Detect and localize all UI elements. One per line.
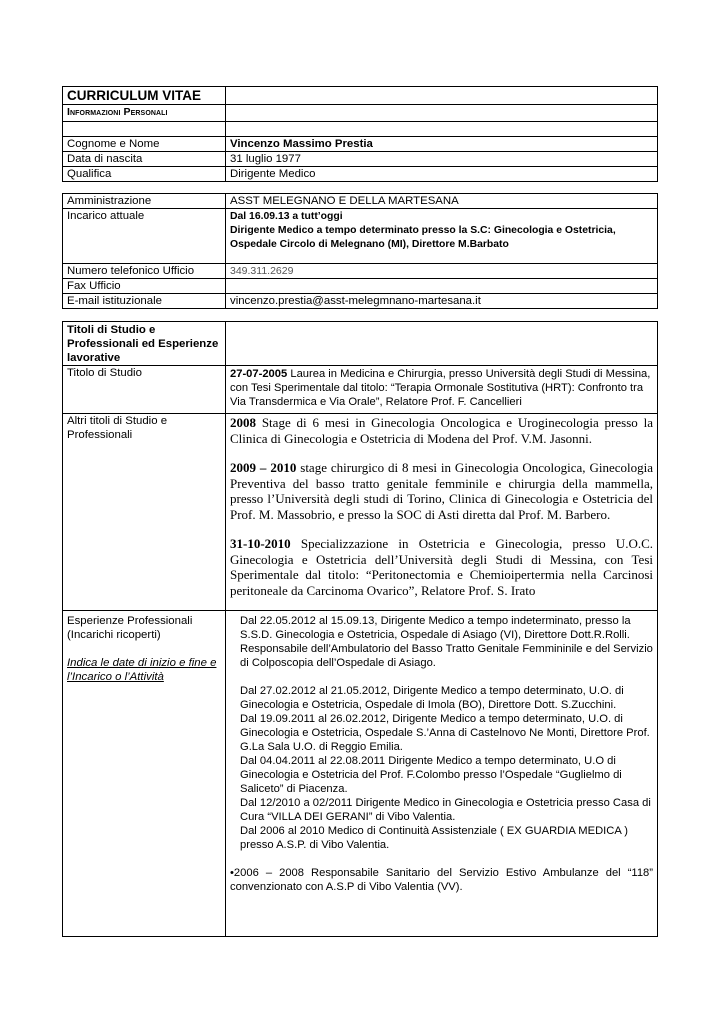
- current-role-label: Incarico attuale: [63, 209, 226, 264]
- email-label: E-mail istituzionale: [63, 294, 226, 309]
- phone-value: 349.311.2629: [226, 264, 658, 279]
- email-value: vincenzo.prestia@asst-melegmnano-martesana.it: [226, 294, 658, 309]
- fax-label: Fax Ufficio: [63, 279, 226, 294]
- experience-label-cell: [63, 611, 226, 937]
- section-personal-info: Informazioni Personali: [63, 105, 226, 122]
- other-title-item: 31-10-2010 Specializzazione in Ostetricia e Ginecologia, presso U.O.C. Ginecologia e Ostetricia dell’Università degli Studi di Messina, con Tesi Sperimentale dal titolo: “Peritonectomia e Chemioipertermia nella Carcinosi peritoneale da Carcinoma Ovarico”, Relatore Prof. S. Irato: [230, 536, 653, 598]
- section-education-title: Titoli di Studio e Professionali ed Esperienze lavorative: [63, 322, 226, 366]
- cv-title-empty: [226, 87, 658, 105]
- degree-text: Laurea in Medicina e Chirurgia, presso Università degli Studi di Messina, con Tesi Sperimentale dal titolo: “Terapia Ormonale Sostitutiva (HRT): Confronto tra Via Transdermica e Via Orale”, Relatore Prof. F. Cancellieri: [230, 368, 651, 408]
- administration-value: ASST MELEGNANO E DELLA MARTESANA: [226, 194, 658, 209]
- experience-note: Indica le date di inizio e fine e l’Incarico o l’Attività: [67, 657, 217, 683]
- experience-item: Dal 2006 al 2010 Medico di Continuità Assistenziale ( EX GUARDIA MEDICA ) presso A.S.P. di Vibo Valentia.: [240, 825, 629, 851]
- qualification-label: Qualifica: [63, 167, 226, 182]
- experience-bullet-item: •2006 – 2008 Responsabile Sanitario del Servizio Estivo Ambulanze del “118” convenzionato con A.S.P di Vibo Valentia (VV).: [230, 867, 653, 893]
- current-role-line: Dal 16.09.13 a tutt’oggi: [230, 211, 343, 222]
- experience-label: Esperienze Professionali (Incarichi ricoperti): [67, 615, 193, 641]
- current-role-line: Ospedale Circolo di Melegnano (MI), Direttore M.Barbato: [230, 239, 509, 250]
- experience-item: Dal 04.04.2011 al 22.08.2011 Dirigente Medico a tempo determinato, U.O di Ginecologia e Ostetricia del Prof. F.Colombo presso l’Ospedale “Guglielmo di Saliceto” di Piacenza.: [240, 755, 622, 795]
- experience-value: [226, 611, 658, 937]
- administration-label: Amministrazione: [63, 194, 226, 209]
- experience-item: Dal 22.05.2012 al 15.09.13, Dirigente Medico a tempo indeterminato, presso la S.S.D. Ginecologia e Ostetricia, Ospedale di Asiago (VI), Direttore Dott.R.Rolli. Responsabile dell’Ambulatorio del Basso Tratto Genitale Femmininile e del Servizio di Colposcopia dell’Ospedale di Asiago.: [240, 615, 653, 669]
- experience-item: Dal 19.09.2011 al 26.02.2012, Dirigente Medico a tempo determinato, U.O. di Ginecologia e Ostetricia, Ospedale S.’Anna di Castelnovo Ne Monti, Direttore Prof. G.La Sala U.O. di Reggio Emilia.: [240, 713, 650, 753]
- work-info-table: [62, 193, 658, 309]
- other-title-item: 2008 Stage di 6 mesi in Ginecologia Oncologica e Uroginecologia presso la Clinica di Ginecologia e Ostetricia di Modena del Prof. V.M. Jasonni.: [230, 415, 653, 446]
- degree-date: 27-07-2005: [230, 368, 288, 380]
- birthdate-value: 31 luglio 1977: [226, 152, 658, 167]
- birthdate-label: Data di nascita: [63, 152, 226, 167]
- other-title-item: 2009 – 2010 stage chirurgico di 8 mesi in Ginecologia Oncologica, Ginecologia Preventiva del basso tratto genitale femminile e chirurgia della mammella, presso l’Università degli studi di Torino, Clinica di Ginecologia e Ostetricia del Prof. M. Massobrio, e presso la SOC di Asti diretta dal Prof. M. Barbero.: [230, 460, 654, 522]
- degree-value: [226, 366, 658, 414]
- experience-item: Dal 27.02.2012 al 21.05.2012, Dirigente Medico a tempo determinato, U.O. di Ginecologia e Ostetricia, Ospedale di Imola (BO), Direttore Dott. S.Zucchini.: [240, 685, 624, 711]
- current-role-line: Dirigente Medico a tempo determinato presso la S.C: Ginecologia e Ostetricia,: [230, 225, 616, 236]
- current-role-value: [226, 209, 658, 264]
- phone-label: Numero telefonico Ufficio: [63, 264, 226, 279]
- qualification-value: Dirigente Medico: [226, 167, 658, 182]
- other-titles-value: [226, 414, 658, 611]
- degree-label: Titolo di Studio: [63, 366, 226, 414]
- name-value: Vincenzo Massimo Prestia: [226, 137, 658, 152]
- personal-info-table: [62, 86, 658, 182]
- fax-value: [226, 279, 658, 294]
- cv-title: CURRICULUM VITAE: [63, 87, 226, 105]
- other-titles-label: Altri titoli di Studio e Professionali: [63, 414, 226, 611]
- experience-item: Dal 12/2010 a 02/2011 Dirigente Medico in Ginecologia e Ostetricia presso Casa di Cura “VILLA DEI GERANI” di Vibo Valentia.: [240, 797, 651, 823]
- name-label: Cognome e Nome: [63, 137, 226, 152]
- education-experience-table: [62, 321, 658, 937]
